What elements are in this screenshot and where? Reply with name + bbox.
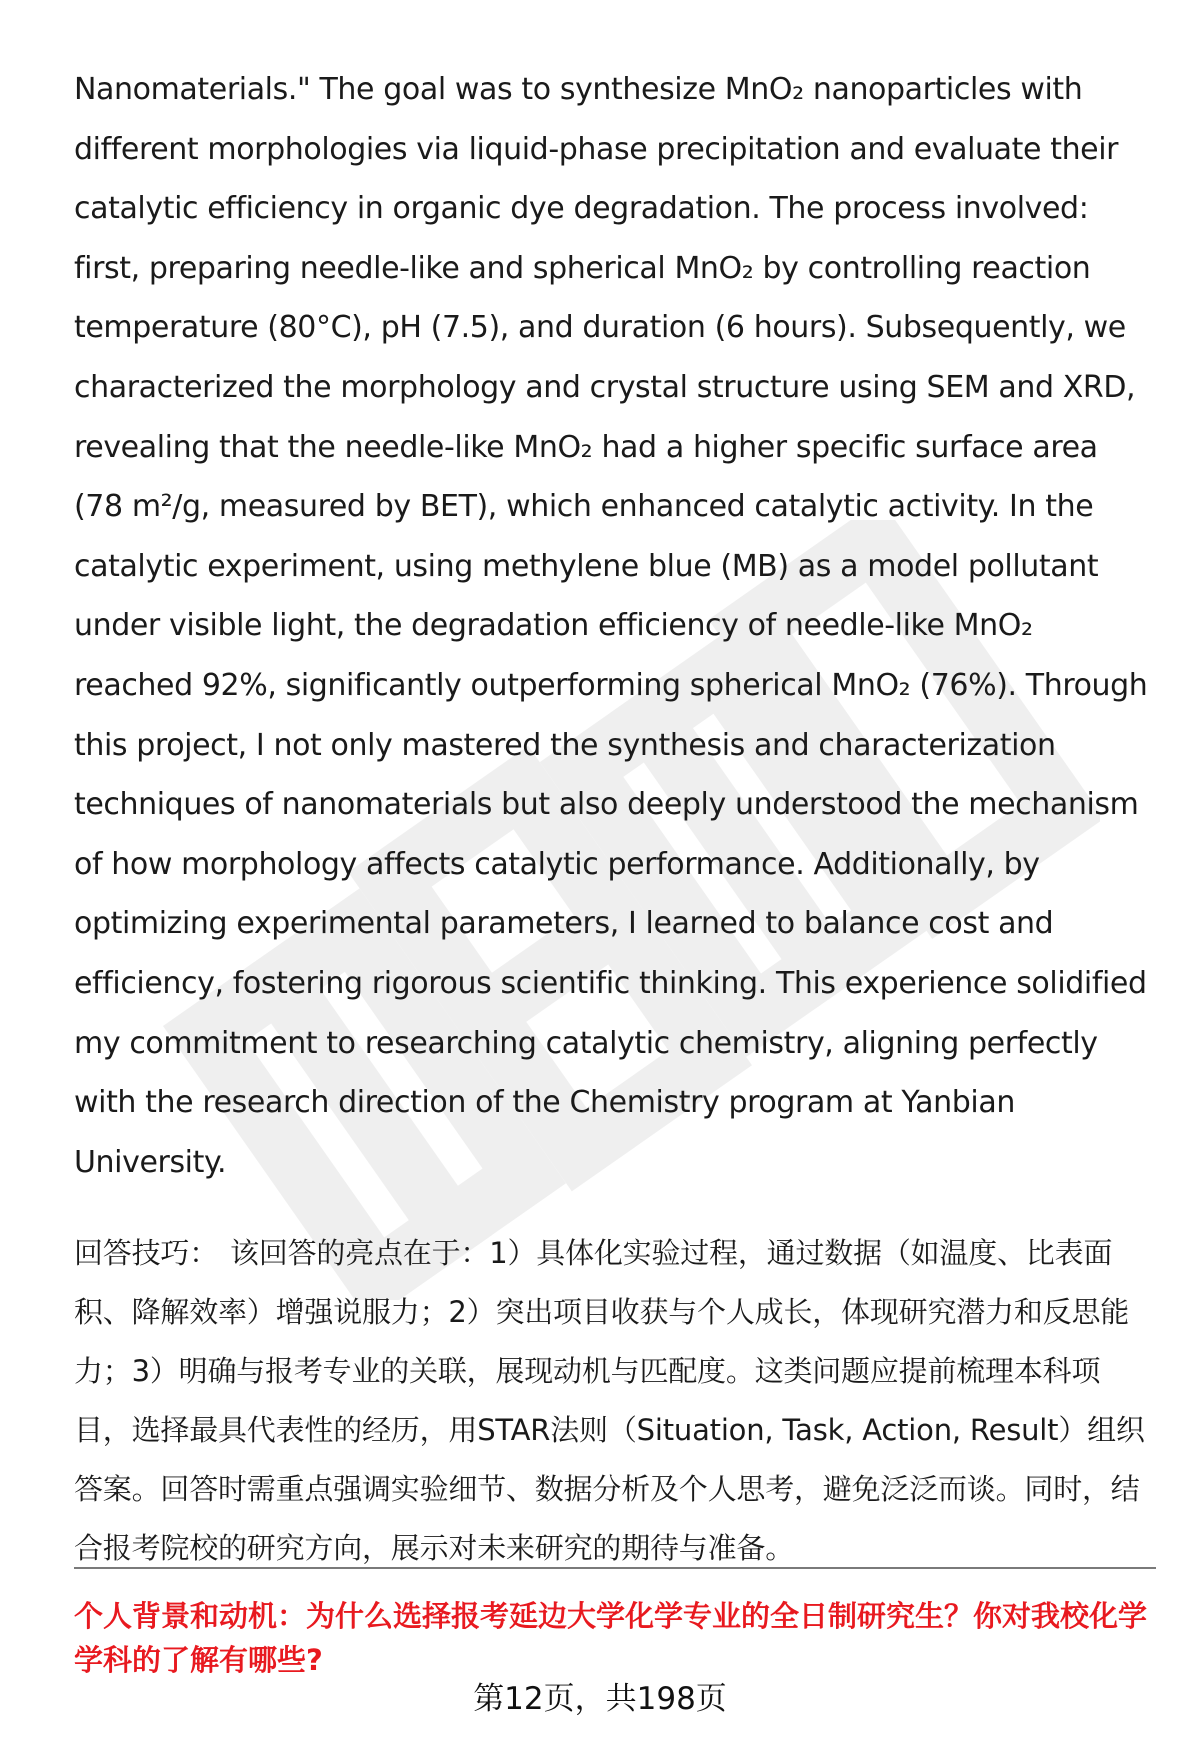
answer-paragraph: Nanomaterials." The goal was to synthesize MnO₂ nanoparticles with different morphologies via liquid-phase precipitation and evaluate their catalytic efficiency in organic dye degradation. The process involved: first, preparing needle-like and spherical MnO₂ by controlling reaction temperature (80°C), pH (7.5), and duration (6 hours). Subsequently, we characterized the morphology and crystal structure using SEM and XRD, revealing that the needle-like MnO₂ had a higher specific surface area (78 m²/g, measured by BET), which enhanced catalytic activity. In the catalytic experiment, using methylene blue (MB) as a model pollutant under visible light, the degradation efficiency of needle-like MnO₂ reached 92%, significantly outperforming spherical MnO₂ (76%). Through this project, I not only mastered the synthesis and characterization techniques of nanomaterials but also deeply understood the mechanism of how morphology affects catalytic performance. Additionally, by optimizing experimental parameters, I learned to balance cost and efficiency, fostering rigorous scientific thinking. This experience solidified my commitment to researching catalytic chemistry, aligning perfectly with the research direction of the Chemistry program at Yanbian University. [74,72,1148,1180]
page-number-footer: 第12页，共198页 [473,1681,727,1717]
tips-text: 该回答的亮点在于：1）具体化实验过程，通过数据（如温度、比表面积、降解效率）增强说服力；2）突出项目收获与个人成长，体现研究潜力和反思能力；3）明确与报考专业的关联，展现动机与匹配度。这类问题应提前梳理本科项目，选择最具代表性的经历，用STAR法则（Situation, Task, Action, Result）组织答案。回答时需重点强调实验细节、数据分析及个人思考，避免泛泛而谈。同时，结合报考院校的研究方向，展示对未来研究的期待与准备。 [74,1236,1145,1566]
answer-tips [74,1224,1154,1578]
next-question-heading: 个人背景和动机：为什么选择报考延边大学化学专业的全日制研究生？你对我校化学学科的了解有哪些? [74,1599,1148,1677]
section-divider [74,1567,1156,1569]
page-content [74,60,1154,1578]
tips-label: 回答技巧： [74,1236,219,1271]
